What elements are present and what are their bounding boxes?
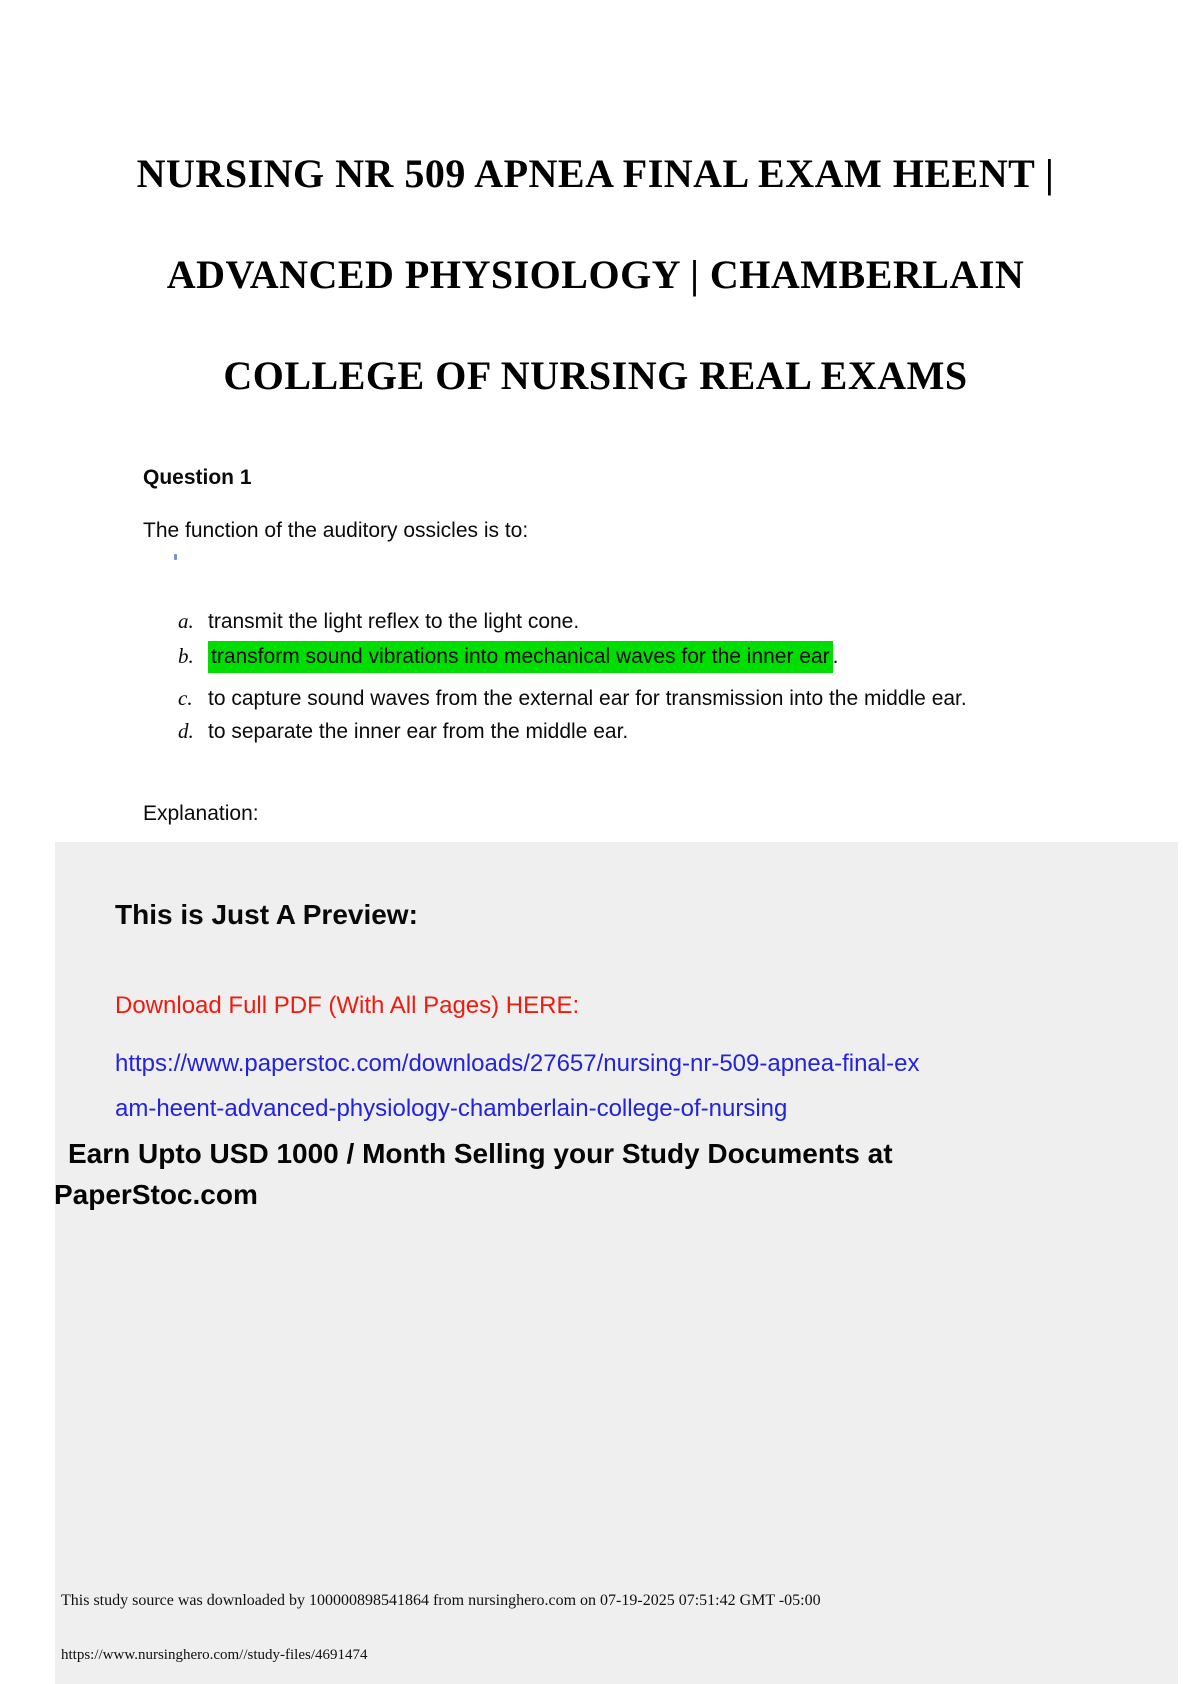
answer-option-b bbox=[178, 644, 838, 669]
explanation-label: Explanation: bbox=[143, 802, 259, 825]
stray-ink-mark bbox=[174, 554, 177, 560]
download-cta-label: Download Full PDF (With All Pages) HERE: bbox=[115, 992, 580, 1019]
document-title-line-3: COLLEGE OF NURSING REAL EXAMS bbox=[223, 353, 968, 398]
question-label: Question 1 bbox=[143, 466, 252, 489]
footer-download-note: This study source was downloaded by 100000898541864 from nursinghero.com on 07-19-2025 07:51:42 GMT -05:00 bbox=[61, 1592, 821, 1609]
document-title-line-2: ADVANCED PHYSIOLOGY | CHAMBERLAIN bbox=[166, 252, 1025, 297]
option-letter: a. bbox=[178, 609, 194, 633]
download-link-line-2[interactable]: am-heent-advanced-physiology-chamberlain-college-of-nursing bbox=[115, 1095, 788, 1122]
option-text: transmit the light reflex to the light cone. bbox=[208, 610, 580, 633]
preview-heading: This is Just A Preview: bbox=[115, 899, 418, 930]
question-prompt: The function of the auditory ossicles is to: bbox=[143, 519, 529, 542]
earn-banner-line-1: Earn Upto USD 1000 / Month Selling your Study Documents at bbox=[68, 1138, 893, 1169]
document-title-line-1: NURSING NR 509 APNEA FINAL EXAM HEENT | bbox=[136, 151, 1055, 196]
download-link-line-1[interactable]: https://www.paperstoc.com/downloads/27657/nursing-nr-509-apnea-final-ex bbox=[115, 1050, 920, 1077]
option-text: to separate the inner ear from the middle ear. bbox=[208, 720, 629, 743]
option-text: to capture sound waves from the external ear for transmission into the middle ear. bbox=[208, 687, 967, 710]
answer-option-a bbox=[178, 609, 579, 634]
option-text-suffix: . bbox=[832, 645, 839, 668]
footer-source-url: https://www.nursinghero.com//study-files/4691474 bbox=[61, 1647, 368, 1663]
answer-option-c bbox=[178, 686, 967, 711]
option-letter: c. bbox=[178, 686, 193, 710]
option-letter: d. bbox=[178, 719, 194, 743]
option-letter: b. bbox=[178, 644, 194, 668]
answer-option-d bbox=[178, 719, 628, 744]
earn-banner-line-2: PaperStoc.com bbox=[54, 1179, 258, 1210]
preview-overlay-box bbox=[55, 842, 1178, 1684]
answer-highlight: transform sound vibrations into mechanical waves for the inner ear bbox=[208, 641, 833, 673]
